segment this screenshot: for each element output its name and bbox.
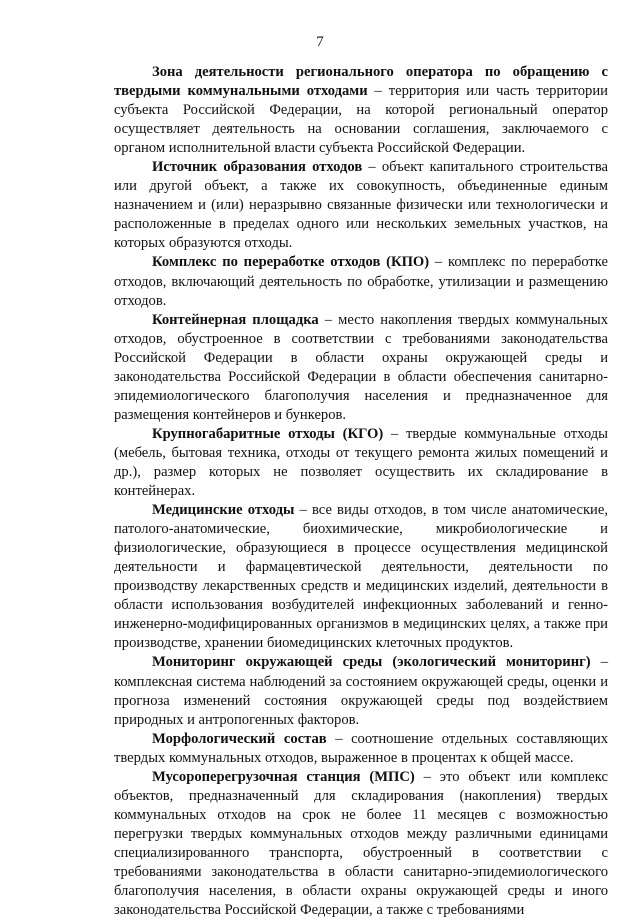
definition-waste-source <box>114 158 608 253</box>
definition-text: – твердые коммунальные отходы (мебель, бытовая техника, отходы от текущего ремонта жилых помещений и др.), размер которых не позволяет осуществить их складирование в контейнерах. <box>114 425 608 500</box>
definition-text: – комплексная система наблюдений за состоянием окружающей среды, оценки и прогноза изменений состояния окружающей среды под воздействием природных и антропогенных факторов. <box>114 654 608 728</box>
definition-medical-waste <box>114 501 608 653</box>
definition-transfer-station <box>114 768 608 920</box>
document-body <box>114 63 608 920</box>
definition-term: Крупногабаритные отходы (КГО) <box>152 425 384 442</box>
page-number: 7 <box>316 34 324 50</box>
definition-term: Зона деятельности регионального оператора по обращению с твердыми коммунальными отходами <box>114 64 608 100</box>
definition-text: – объект капитального строительства или другой объект, а также их совокупность, объединенные единым назначением и (или) неразрывно связанные физически или технологически и расположенные в пределах одного или нескольких земельных участков, на которых образуются отходы. <box>114 159 608 252</box>
definition-morphological-composition <box>114 730 608 768</box>
definition-text: – место накопления твердых коммунальных отходов, обустроенное в соответствии с требованиями законодательства Российской Федерации в области охраны окружающей среды и законодательства Российской Федерации в области обеспечения санитарно-эпидемиологического благополучия населения и предназначенное для размещения контейнеров и бункеров. <box>114 311 608 423</box>
definition-term: Морфологический состав <box>152 730 327 747</box>
definition-text: – это объект или комплекс объектов, предназначенный для складирования (накопления) твердых коммунальных отходов на срок не более 11 месяцев с возможностью перегрузки твердых коммунальных отходов между различными единицами специализированного транспорта, обустроенный в соответствии с требованиями законодательства в области санитарно-эпидемиологического благополучия населения, в области охраны окружающей среды и иного законодательства Российской Федерации, а также с требованиями <box>114 768 608 919</box>
definition-term: Медицинские отходы <box>152 502 295 519</box>
definition-text: – все виды отходов, в том числе анатомические, патолого-анатомические, биохимические, микробиологические и физиологические, образующиеся в процессе осуществления медицинской деятельности и фармацевтической деятельности, деятельности по производству лекарственных средств и медицинских изделий, деятельности в области использования возбудителей инфекционных заболеваний и генно-инженерно-модифицированных организмов в медицинских целях, а также при производстве, хранении биомедицинских клеточных продуктов. <box>114 502 608 652</box>
definition-term: Контейнерная площадка <box>152 311 319 328</box>
definition-text: – территория или часть территории субъекта Российской Федерации, на которой региональный оператор осуществляет деятельность на основании соглашения, заключаемого с органом исполнительной власти субъекта Российской Федерации. <box>114 83 608 157</box>
definition-regional-operator-zone <box>114 63 608 158</box>
definition-container-site <box>114 311 608 425</box>
definition-environmental-monitoring <box>114 653 608 729</box>
definition-term: Мониторинг окружающей среды (экологический мониторинг) <box>152 654 591 671</box>
definition-term: Комплекс по переработке отходов (КПО) <box>152 254 430 271</box>
definition-bulky-waste <box>114 425 608 501</box>
definition-text: – комплекс по переработке отходов, включающий деятельность по обработке, утилизации и размещению отходов. <box>114 254 609 309</box>
definition-processing-complex <box>114 253 608 310</box>
definition-term: Мусороперегрузочная станция (МПС) <box>152 768 415 785</box>
definition-text: – соотношение отдельных составляющих твердых коммунальных отходов, выраженное в процентах к общей массе. <box>114 730 609 766</box>
definition-term: Источник образования отходов <box>152 159 363 176</box>
